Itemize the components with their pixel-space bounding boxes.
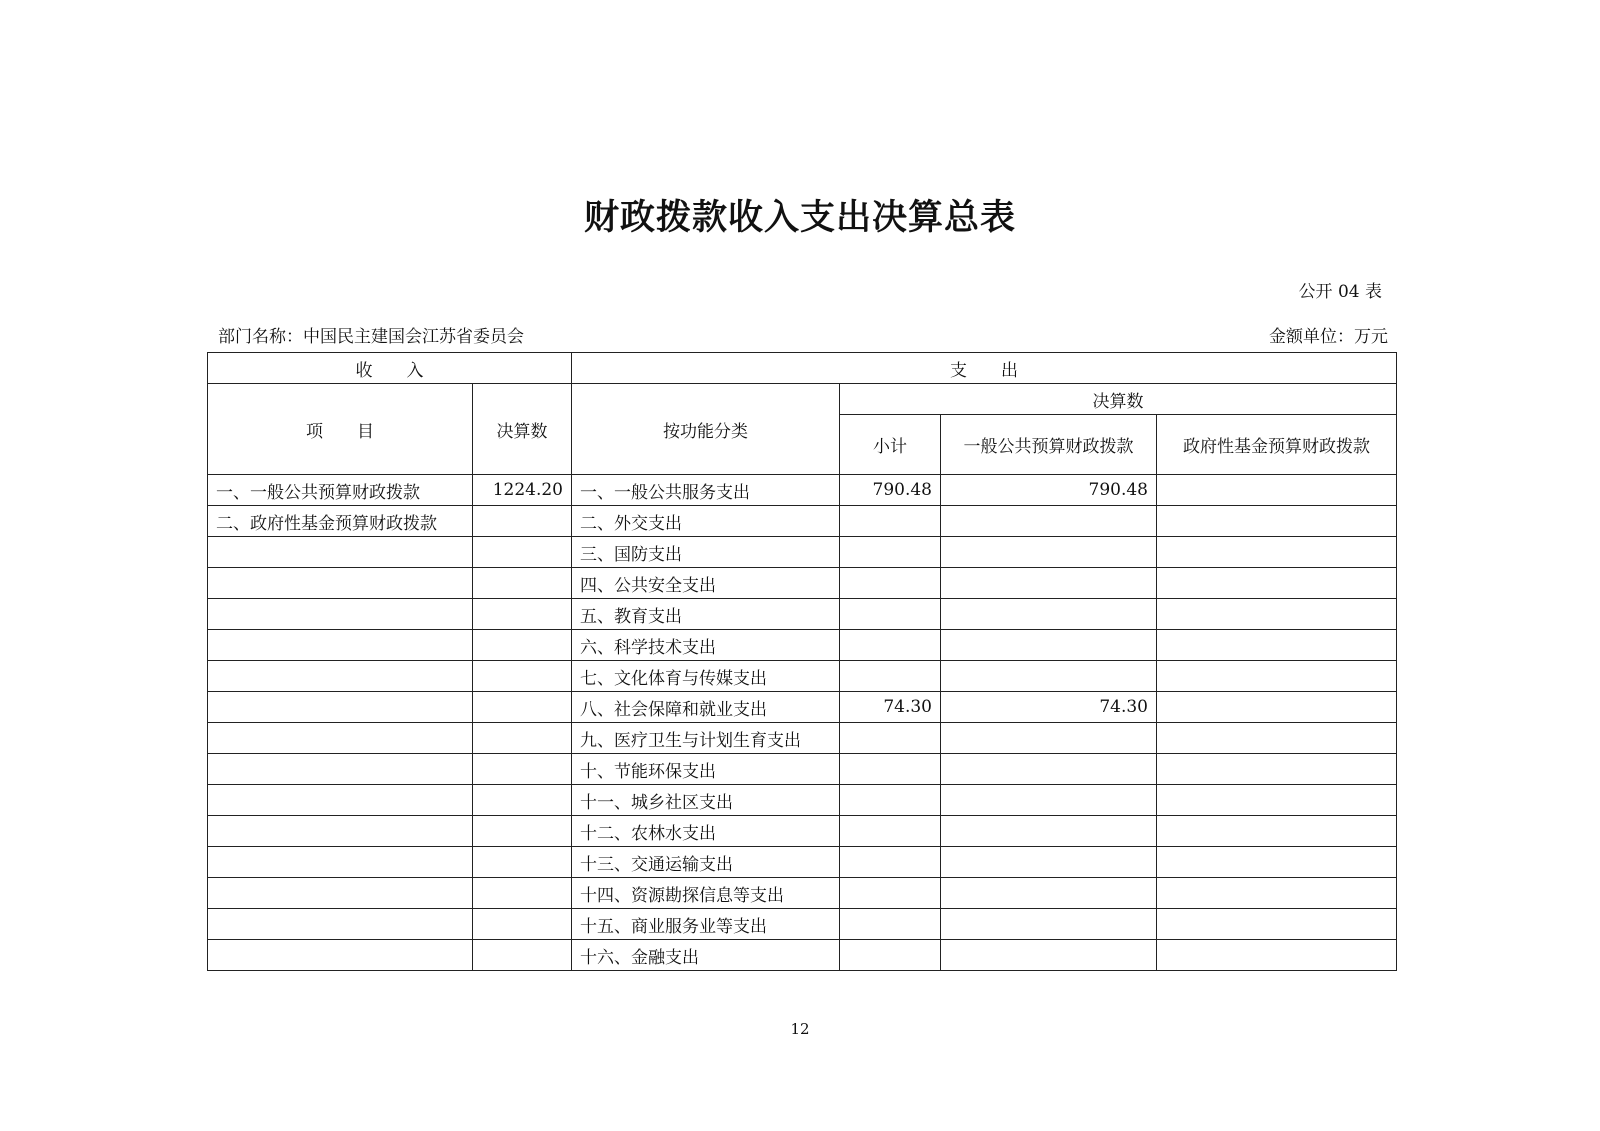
general-budget-cell — [941, 847, 1157, 878]
general-budget-cell — [941, 816, 1157, 847]
income-amount-cell: 1224.20 — [473, 475, 572, 506]
expense-header: 支 出 — [572, 353, 1397, 384]
income-amount-cell — [473, 940, 572, 971]
subtotal-cell — [840, 847, 941, 878]
subtotal-cell — [840, 940, 941, 971]
subtotal-cell — [840, 816, 941, 847]
subtotal-cell — [840, 723, 941, 754]
fund-budget-cell — [1157, 475, 1397, 506]
income-amount-cell — [473, 537, 572, 568]
table-row — [208, 754, 1397, 785]
expense-item-cell: 三、国防支出 — [572, 537, 840, 568]
general-budget-cell — [941, 630, 1157, 661]
income-item-cell — [208, 661, 473, 692]
expense-item-cell: 十一、城乡社区支出 — [572, 785, 840, 816]
fund-budget-cell — [1157, 599, 1397, 630]
income-item-cell — [208, 630, 473, 661]
table-row — [208, 785, 1397, 816]
table-row — [208, 506, 1397, 537]
general-budget-cell — [941, 940, 1157, 971]
income-item-cell — [208, 692, 473, 723]
function-class-header: 按功能分类 — [572, 384, 840, 475]
fund-budget-cell — [1157, 847, 1397, 878]
general-budget-cell — [941, 909, 1157, 940]
subtotal-cell — [840, 630, 941, 661]
expense-item-cell: 六、科学技术支出 — [572, 630, 840, 661]
income-header: 收 入 — [208, 353, 572, 384]
amount-unit: 金额单位：万元 — [1269, 327, 1388, 347]
income-item-cell — [208, 847, 473, 878]
subtotal-cell — [840, 599, 941, 630]
page-number: 12 — [790, 1020, 810, 1038]
expense-item-cell: 一、一般公共服务支出 — [572, 475, 840, 506]
fund-budget-cell — [1157, 723, 1397, 754]
income-item-cell — [208, 940, 473, 971]
income-amount-cell — [473, 568, 572, 599]
fund-budget-cell — [1157, 816, 1397, 847]
income-amount-cell — [473, 599, 572, 630]
income-amount-cell — [473, 816, 572, 847]
income-amount-cell — [473, 506, 572, 537]
general-budget-cell: 74.30 — [941, 692, 1157, 723]
table-row — [208, 599, 1397, 630]
general-budget-cell — [941, 723, 1157, 754]
income-amount-cell — [473, 754, 572, 785]
general-budget-cell — [941, 506, 1157, 537]
income-amount-header: 决算数 — [473, 384, 572, 475]
expense-item-cell: 十六、金融支出 — [572, 940, 840, 971]
income-item-cell — [208, 723, 473, 754]
subtotal-cell — [840, 754, 941, 785]
table-row — [208, 878, 1397, 909]
income-item-cell — [208, 878, 473, 909]
income-item-cell — [208, 785, 473, 816]
expense-item-cell: 七、文化体育与传媒支出 — [572, 661, 840, 692]
income-item-cell — [208, 816, 473, 847]
general-budget-cell — [941, 878, 1157, 909]
subtotal-cell: 74.30 — [840, 692, 941, 723]
form-number: 公开 04 表 — [1298, 282, 1382, 302]
expense-item-cell: 五、教育支出 — [572, 599, 840, 630]
expense-item-cell: 二、外交支出 — [572, 506, 840, 537]
final-amount-header: 决算数 — [840, 384, 1397, 415]
fund-budget-cell — [1157, 692, 1397, 723]
subtotal-cell — [840, 909, 941, 940]
expense-item-cell: 四、公共安全支出 — [572, 568, 840, 599]
expense-item-cell: 十四、资源勘探信息等支出 — [572, 878, 840, 909]
subtotal-cell — [840, 537, 941, 568]
income-item-cell — [208, 754, 473, 785]
fund-budget-cell — [1157, 878, 1397, 909]
income-item-cell: 二、政府性基金预算财政拨款 — [208, 506, 473, 537]
income-amount-cell — [473, 723, 572, 754]
income-amount-cell — [473, 785, 572, 816]
income-item-cell — [208, 537, 473, 568]
expense-item-cell: 十、节能环保支出 — [572, 754, 840, 785]
subtotal-cell — [840, 506, 941, 537]
income-amount-cell — [473, 630, 572, 661]
general-budget-cell — [941, 754, 1157, 785]
subtotal-cell: 790.48 — [840, 475, 941, 506]
subtotal-cell — [840, 785, 941, 816]
general-budget-cell — [941, 661, 1157, 692]
general-budget-cell — [941, 785, 1157, 816]
income-amount-cell — [473, 909, 572, 940]
fund-budget-cell — [1157, 537, 1397, 568]
fund-budget-cell — [1157, 661, 1397, 692]
expense-item-cell: 九、医疗卫生与计划生育支出 — [572, 723, 840, 754]
general-budget-cell — [941, 537, 1157, 568]
table-row — [208, 475, 1397, 506]
income-item-cell — [208, 568, 473, 599]
general-budget-cell — [941, 568, 1157, 599]
income-amount-cell — [473, 661, 572, 692]
income-amount-cell — [473, 692, 572, 723]
table-row — [208, 661, 1397, 692]
table-row — [208, 940, 1397, 971]
table-row — [208, 909, 1397, 940]
subtotal-cell — [840, 568, 941, 599]
expense-item-cell: 十三、交通运输支出 — [572, 847, 840, 878]
expense-item-cell: 八、社会保障和就业支出 — [572, 692, 840, 723]
income-amount-cell — [473, 847, 572, 878]
fund-budget-cell — [1157, 909, 1397, 940]
item-header: 项 目 — [208, 384, 473, 475]
fund-budget-cell — [1157, 506, 1397, 537]
table-row — [208, 568, 1397, 599]
expense-item-cell: 十二、农林水支出 — [572, 816, 840, 847]
table-row — [208, 816, 1397, 847]
table-row — [208, 537, 1397, 568]
subtotal-cell — [840, 878, 941, 909]
department-name: 部门名称：中国民主建国会江苏省委员会 — [218, 327, 524, 347]
table-row — [208, 723, 1397, 754]
income-amount-cell — [473, 878, 572, 909]
subtotal-cell — [840, 661, 941, 692]
subtotal-header: 小计 — [840, 415, 941, 475]
document-title: 财政拨款收入支出决算总表 — [583, 197, 1016, 238]
fund-budget-cell — [1157, 754, 1397, 785]
expense-item-cell: 十五、商业服务业等支出 — [572, 909, 840, 940]
budget-table — [207, 352, 1397, 971]
general-budget-header: 一般公共预算财政拨款 — [941, 415, 1157, 475]
fund-budget-cell — [1157, 568, 1397, 599]
fund-budget-cell — [1157, 785, 1397, 816]
fund-budget-cell — [1157, 940, 1397, 971]
income-item-cell: 一、一般公共预算财政拨款 — [208, 475, 473, 506]
table-row — [208, 847, 1397, 878]
table-row — [208, 692, 1397, 723]
general-budget-cell: 790.48 — [941, 475, 1157, 506]
table-row — [208, 630, 1397, 661]
income-item-cell — [208, 599, 473, 630]
fund-budget-cell — [1157, 630, 1397, 661]
fund-budget-header: 政府性基金预算财政拨款 — [1157, 415, 1397, 475]
income-item-cell — [208, 909, 473, 940]
general-budget-cell — [941, 599, 1157, 630]
